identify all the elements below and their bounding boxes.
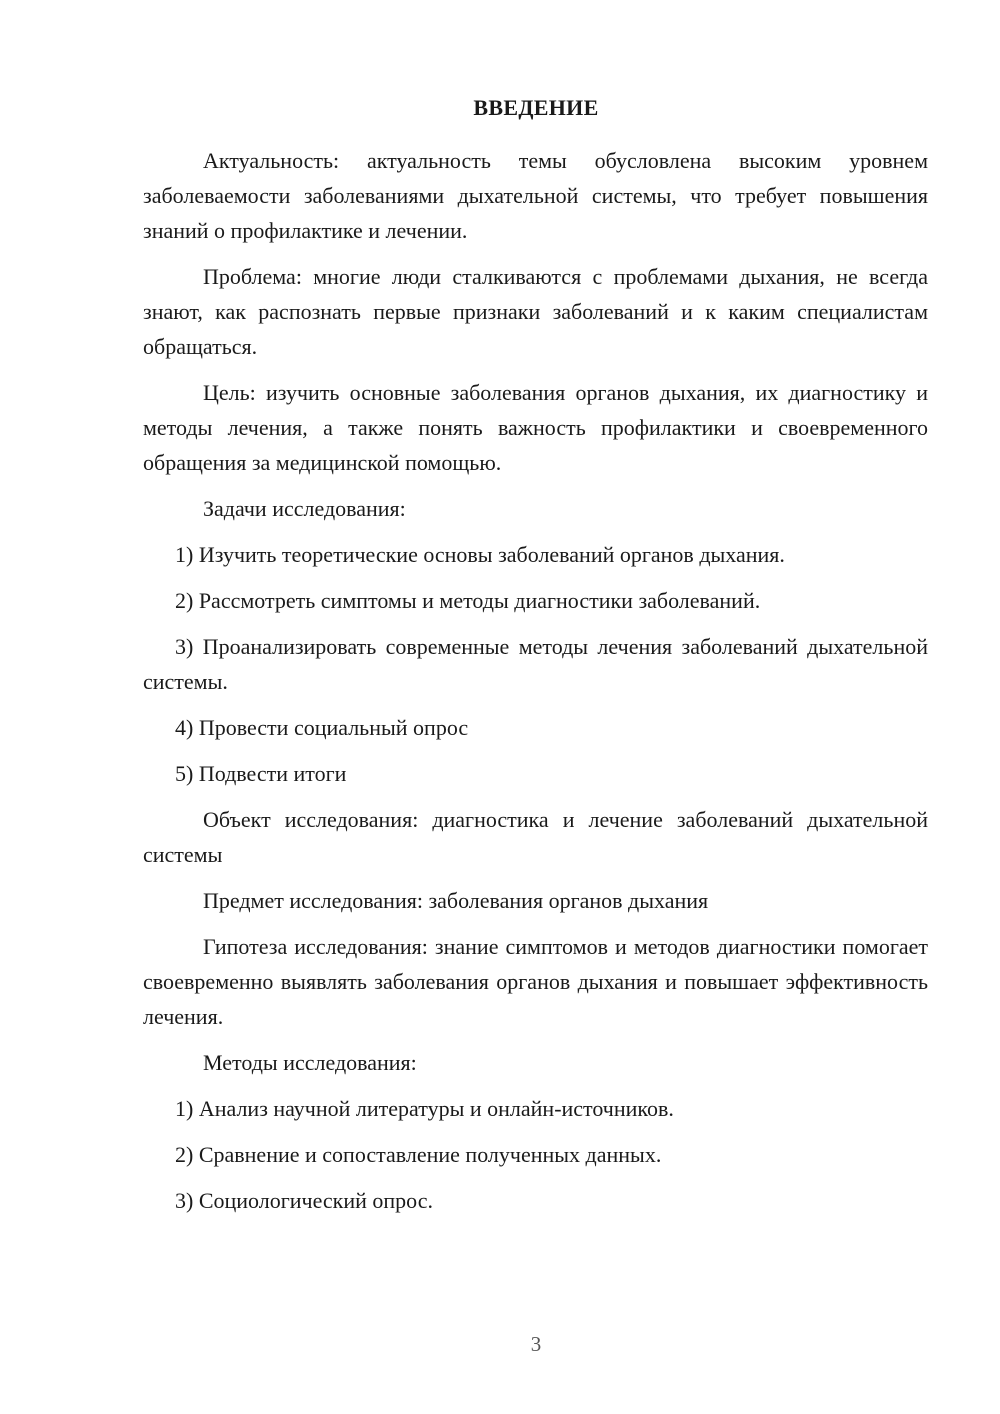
paragraph-subject: Предмет исследования: заболевания органов дыхания: [203, 888, 709, 913]
paragraph-hypothesis: Гипотеза исследования: знание симптомов и методов диагностики помогает своевременно выявлять заболевания органов дыхания и повышает эффективность лечения.: [143, 934, 928, 1029]
method-item: 3) Социологический опрос.: [175, 1188, 433, 1213]
task-item: 2) Рассмотреть симптомы и методы диагностики заболеваний.: [175, 588, 761, 613]
paragraph-problem: Проблема: многие люди сталкиваются с проблемами дыхания, не всегда знают, как распознать первые признаки заболеваний и к каким специалистам обращаться.: [143, 264, 928, 359]
task-item: 3) Проанализировать современные методы лечения заболеваний дыхательной системы.: [143, 634, 928, 694]
paragraph-methods-heading: Методы исследования:: [203, 1050, 417, 1075]
page-number: 3: [530, 1332, 542, 1356]
task-item: 4) Провести социальный опрос: [175, 715, 469, 740]
method-item: 1) Анализ научной литературы и онлайн-источников.: [175, 1096, 674, 1121]
task-item: 5) Подвести итоги: [175, 761, 347, 786]
task-item: 1) Изучить теоретические основы заболеваний органов дыхания.: [175, 542, 785, 567]
paragraph-object: Объект исследования: диагностика и лечение заболеваний дыхательной системы: [143, 807, 928, 867]
page-title: ВВЕДЕНИЕ: [473, 95, 599, 120]
paragraph-relevance: Актуальность: актуальность темы обусловлена высоким уровнем заболеваемости заболеваниями дыхательной системы, что требует повышения знаний о профилактике и лечении.: [143, 148, 928, 243]
paragraph-tasks-heading: Задачи исследования:: [203, 496, 406, 521]
paragraph-goal: Цель: изучить основные заболевания органов дыхания, их диагностику и методы лечения, а также понять важность профилактики и своевременного обращения за медицинской помощью.: [143, 380, 928, 475]
document-body: [143, 143, 928, 1229]
method-item: 2) Сравнение и сопоставление полученных данных.: [175, 1142, 662, 1167]
